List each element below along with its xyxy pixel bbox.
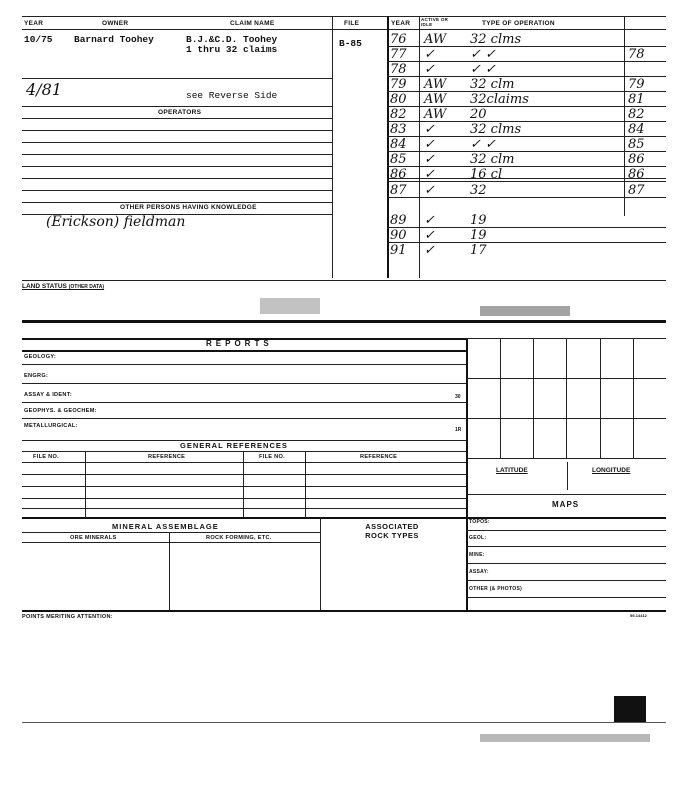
operators-label: OPERATORS — [158, 109, 202, 116]
op-status: ✓ — [424, 243, 435, 258]
op-right-year: 86 — [628, 152, 645, 167]
entry-owner: Barnard Toohey — [74, 34, 154, 45]
op-right-year: 86 — [628, 167, 645, 182]
op-type: 32claims — [470, 92, 529, 107]
grid-line — [169, 532, 170, 610]
op-year: 91 — [390, 243, 407, 258]
rule — [22, 451, 466, 452]
rule — [466, 418, 666, 419]
form-number: 59-14412 — [630, 613, 647, 618]
entry-file: B-85 — [339, 38, 362, 49]
other-persons-value: (Erickson) fieldman — [46, 214, 186, 230]
op-year: 84 — [390, 137, 407, 152]
entry2-year: 4/81 — [26, 80, 62, 99]
rule — [22, 402, 466, 403]
op-year: 89 — [390, 213, 407, 228]
scan-line — [22, 722, 666, 723]
grid-line — [566, 338, 567, 458]
rule — [22, 78, 332, 79]
col-type-operation: TYPE OF OPERATION — [482, 20, 555, 27]
op-row-rule — [387, 181, 666, 182]
op-year: 76 — [390, 32, 407, 47]
op-type: 32 — [470, 183, 487, 198]
rule — [466, 530, 666, 531]
rule — [466, 563, 666, 564]
rule — [22, 178, 332, 179]
rule — [22, 517, 666, 519]
op-status: AW — [424, 77, 447, 92]
report-geophys: GEOPHYS. & GEOCHEM: — [24, 408, 97, 414]
rule — [22, 418, 466, 419]
op-type: 32 clm — [470, 152, 515, 167]
op-status: ✓ — [424, 228, 435, 243]
associated-rock-types-label: ASSOCIATED ROCK TYPES — [365, 522, 419, 540]
rule — [22, 532, 320, 533]
op-right-year: 84 — [628, 122, 645, 137]
map-other: OTHER (& PHOTOS) — [469, 586, 523, 592]
grid-line — [533, 338, 534, 458]
report-assay: ASSAY & IDENT: — [24, 392, 73, 398]
rule — [22, 280, 666, 281]
report-metallurgical: METALLURGICAL: — [24, 423, 78, 429]
op-status: ✓ — [424, 183, 435, 198]
op-status: ✓ — [424, 62, 435, 77]
ref-col-file-no-2: FILE NO. — [259, 454, 286, 460]
ore-minerals-label: ORE MINERALS — [70, 535, 117, 541]
op-year: 85 — [390, 152, 407, 167]
map-geol: GEOL: — [469, 535, 487, 541]
map-assay: ASSAY: — [469, 569, 489, 575]
op-status: ✓ — [424, 137, 435, 152]
entry-claim-line2: 1 thru 32 claims — [186, 44, 278, 55]
points-label: POINTS MERITING ATTENTION: — [22, 614, 113, 620]
scan-blot — [614, 696, 646, 722]
rule — [22, 202, 332, 203]
divider-active — [419, 16, 420, 278]
header-bottom-rule — [22, 29, 666, 30]
op-year: 80 — [390, 92, 407, 107]
rule — [22, 383, 466, 384]
op-row-rule — [387, 197, 666, 198]
op-right-year: 85 — [628, 137, 645, 152]
op-status: AW — [424, 107, 447, 122]
entry-claim-line1: B.J.&C.D. Toohey — [186, 34, 278, 45]
op-year: 90 — [390, 228, 407, 243]
rule — [22, 474, 466, 475]
rule — [22, 542, 320, 543]
grid-line — [600, 338, 601, 458]
op-type: 19 — [470, 213, 487, 228]
rule — [466, 494, 666, 495]
latitude-label: LATITUDE — [496, 467, 528, 474]
reports-head-bottom — [22, 350, 466, 352]
op-status: AW — [424, 92, 447, 107]
op-right-year: 81 — [628, 92, 645, 107]
divider-ops — [387, 16, 389, 278]
op-type: ✓ ✓ — [470, 62, 496, 77]
rule — [22, 190, 332, 191]
op-type: 19 — [470, 228, 487, 243]
rule — [466, 458, 666, 459]
col-year: YEAR — [24, 20, 44, 27]
op-type: ✓ ✓ — [470, 47, 496, 62]
land-status-label: LAND STATUS (OTHER DATA) — [22, 283, 105, 290]
grid-line — [633, 338, 634, 458]
op-type: ✓ ✓ — [470, 137, 496, 152]
rule — [22, 142, 332, 143]
op-year: 78 — [390, 62, 407, 77]
col-year2: YEAR — [391, 20, 411, 27]
rule — [22, 130, 332, 131]
op-type: 17 — [470, 243, 487, 258]
scan-noise — [480, 734, 650, 742]
op-status: AW — [424, 32, 447, 47]
rule — [22, 486, 466, 487]
rule — [22, 118, 332, 119]
report-mark: 1R — [455, 427, 462, 433]
rule — [466, 546, 666, 547]
op-year: 79 — [390, 77, 407, 92]
op-year: 82 — [390, 107, 407, 122]
grid-line — [500, 338, 501, 458]
op-type: 20 — [470, 107, 487, 122]
rule — [466, 378, 666, 379]
op-right-year: 87 — [628, 183, 645, 198]
ref-col-reference-2: REFERENCE — [360, 454, 398, 460]
op-type: 16 cl — [470, 167, 503, 182]
grid-line — [567, 462, 568, 490]
maps-title: MAPS — [552, 500, 580, 509]
op-right-year: 82 — [628, 107, 645, 122]
rule — [22, 364, 466, 365]
report-mark: 30 — [455, 394, 461, 400]
op-status: ✓ — [424, 152, 435, 167]
col-active-idle: ACTIVE OR IDLE — [421, 17, 449, 27]
general-references-title: GENERAL REFERENCES — [180, 441, 288, 450]
top-border — [22, 16, 666, 17]
grid-line — [320, 517, 321, 610]
op-right-year: 79 — [628, 77, 645, 92]
rule — [466, 597, 666, 598]
longitude-label: LONGITUDE — [592, 467, 631, 474]
rule — [22, 508, 466, 509]
rule — [22, 106, 332, 107]
rule — [466, 580, 666, 581]
op-year: 83 — [390, 122, 407, 137]
divider-file — [332, 16, 333, 278]
scan-noise — [260, 298, 320, 314]
ref-col-reference: REFERENCE — [148, 454, 186, 460]
op-year: 86 — [390, 167, 407, 182]
scan-noise — [480, 306, 570, 316]
land-status-bottom — [22, 320, 666, 323]
op-status: ✓ — [424, 213, 435, 228]
col-owner: OWNER — [102, 20, 129, 27]
op-type: 32 clm — [470, 77, 515, 92]
op-type: 32 clms — [470, 32, 522, 47]
ref-col-file-no: FILE NO. — [33, 454, 60, 460]
entry2-note: see Reverse Side — [186, 90, 278, 101]
rule — [22, 462, 466, 463]
op-status: ✓ — [424, 167, 435, 182]
rule — [22, 498, 466, 499]
reports-title: REPORTS — [206, 339, 273, 348]
op-status: ✓ — [424, 122, 435, 137]
op-status: ✓ — [424, 47, 435, 62]
op-right-year: 78 — [628, 47, 645, 62]
mineral-assemblage-title: MINERAL ASSEMBLAGE — [112, 522, 219, 531]
map-topos: TOPOS: — [469, 519, 490, 525]
rule — [22, 610, 666, 612]
rock-forming-label: ROCK FORMING, ETC. — [206, 535, 272, 541]
col-file: FILE — [344, 20, 360, 27]
other-persons-label: OTHER PERSONS HAVING KNOWLEDGE — [120, 204, 257, 211]
rule — [22, 166, 332, 167]
op-year: 77 — [390, 47, 407, 62]
op-type: 32 clms — [470, 122, 522, 137]
map-mine: MINE: — [469, 552, 485, 558]
op-year: 87 — [390, 183, 407, 198]
report-engrg: ENGRG: — [24, 373, 49, 379]
report-geology: GEOLOGY: — [24, 354, 57, 360]
rule — [22, 154, 332, 155]
entry-year: 10/75 — [24, 34, 53, 45]
col-claim-name: CLAIM NAME — [230, 20, 275, 27]
